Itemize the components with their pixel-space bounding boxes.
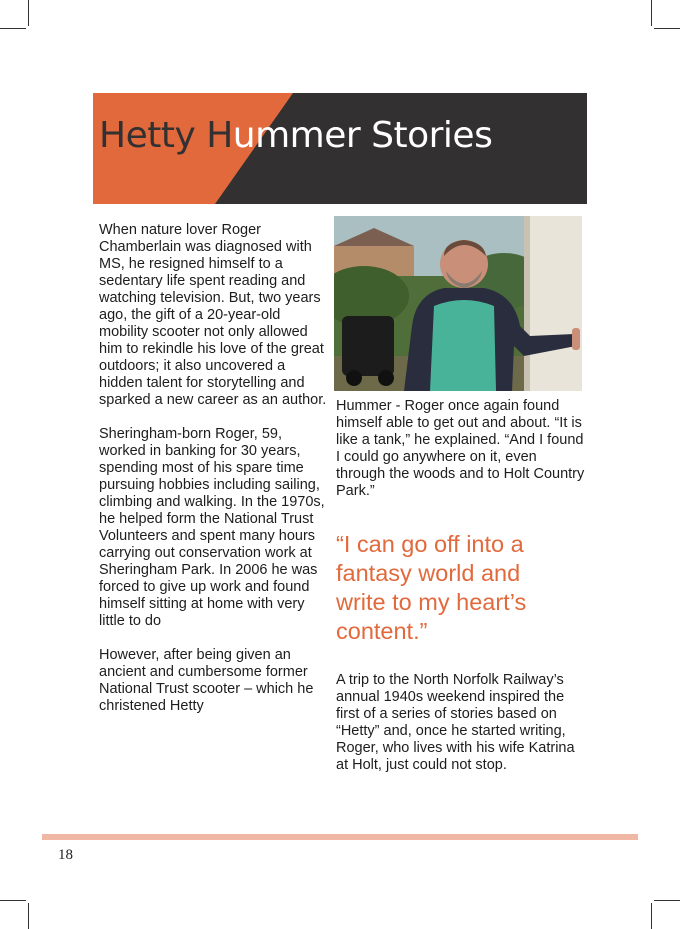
article-photo	[334, 216, 582, 391]
paragraph: Sheringham-born Roger, 59, worked in banking for 30 years, spending most of his spare time pursuing hobbies including sailing, climbing and walking. In the 1970s, he helped form the National Trust Volunteers and spent many hours carrying out conservation work at Sheringham Park. In 2006 he was forced to give up work and found himself sitting at home with very little to do	[99, 426, 325, 629]
title-part-1: Hetty H	[99, 115, 233, 156]
crop-mark	[651, 0, 652, 26]
crop-mark	[651, 903, 652, 929]
footer-rule	[42, 834, 638, 840]
crop-mark	[0, 28, 26, 29]
page-number: 18	[58, 847, 73, 863]
photo-of-man-at-door-icon	[334, 216, 582, 391]
article-column-left	[99, 222, 329, 715]
article-column-right	[336, 398, 586, 500]
crop-mark	[28, 903, 29, 929]
pull-quote: “I can go off into a fantasy world and write to my heart’s content.”	[336, 531, 527, 644]
paragraph: When nature lover Roger Chamberlain was diagnosed with MS, he resigned himself to a sedentary life spent reading and watching television. But, two years ago, the gift of a 20-year-old mobility scooter not only allowed him to rekindle his love of the great outdoors; it also uncovered a hidden talent for storytelling and sparked a new career as an author.	[99, 222, 327, 408]
title-part-2: ummer Stories	[232, 115, 493, 156]
paragraph: A trip to the North Norfolk Railway’s annual 1940s weekend inspired the first of a series of stories based on “Hetty” and, once he started writing, Roger, who lives with his wife Katrina at Holt, just could not stop.	[336, 672, 575, 773]
page-title	[99, 115, 492, 156]
crop-mark	[654, 900, 680, 901]
paragraph: Hummer - Roger once again found himself able to get out and about. “It is like a tank,” he explained. “And I found I could go anywhere on it, even through the woods and to Holt Country Park.”	[336, 398, 585, 499]
title-banner	[93, 93, 587, 204]
crop-mark	[28, 0, 29, 26]
crop-mark	[654, 28, 680, 29]
crop-mark	[0, 900, 26, 901]
paragraph: However, after being given an ancient and cumbersome former National Trust scooter – which he christened Hetty	[99, 647, 314, 714]
article-column-right-bottom	[336, 672, 586, 774]
